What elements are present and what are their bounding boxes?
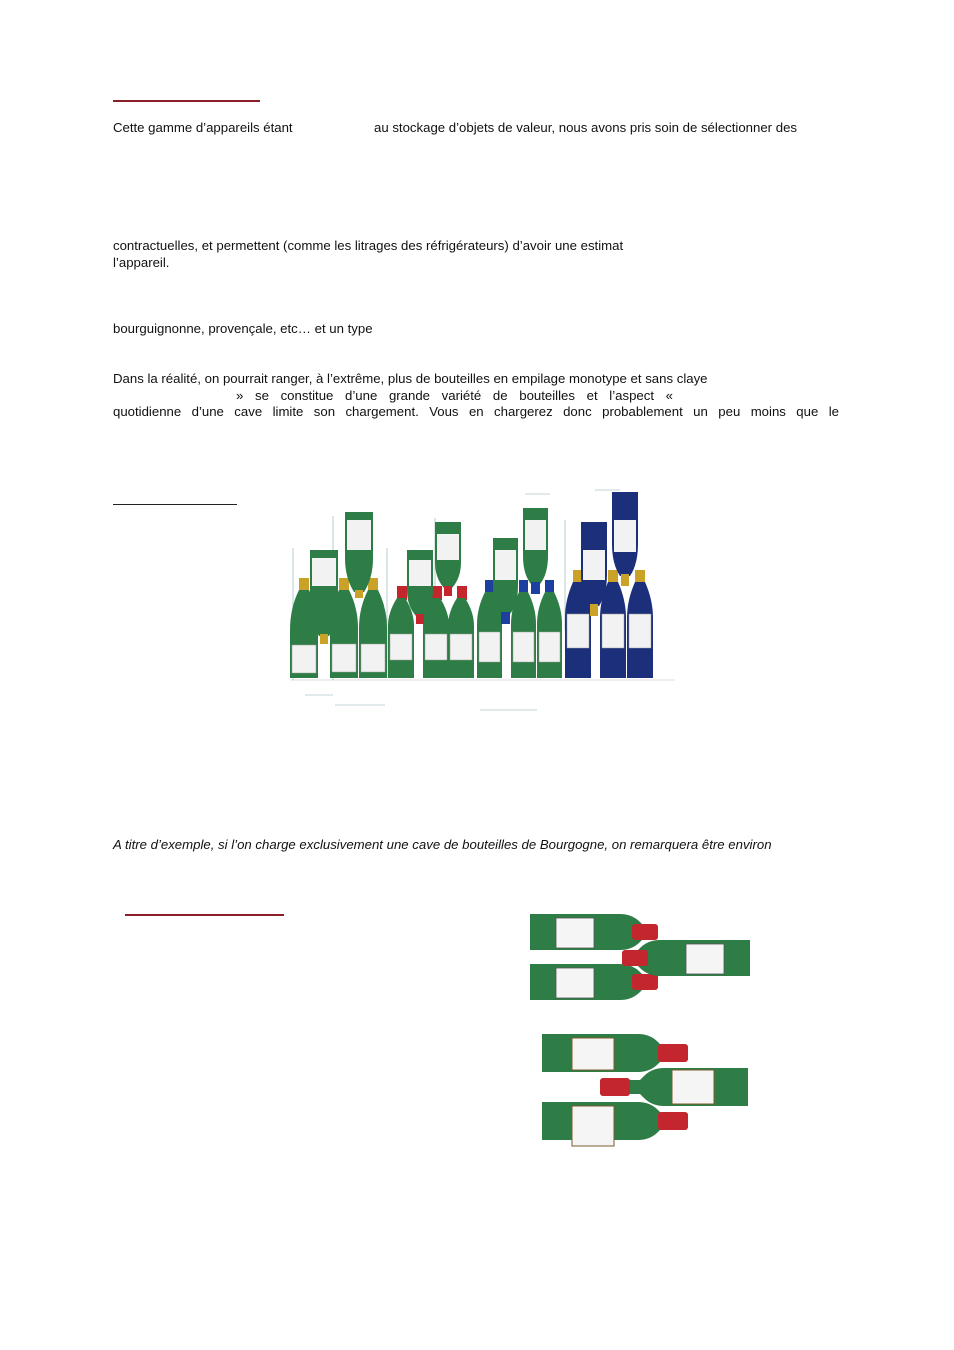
paragraph-reality-line2: » se constitue d’une grande variété de bouteilles et l’aspect «: [236, 388, 673, 403]
paragraph-contractual-line2: l’appareil.: [113, 255, 170, 270]
paragraph-contractual-line1: contractuelles, et permettent (comme les litrages des réfrigérateurs) d’avoir une estimat: [113, 238, 624, 253]
paragraph-intro-start: Cette gamme d’appareils étant: [113, 120, 293, 135]
section-heading-rule-3: [125, 914, 284, 916]
bottle-stack-illustration-3-rows: [538, 1030, 758, 1158]
section-heading-rule-1: [113, 100, 260, 102]
bottle-stack-illustration-2-rows: [528, 908, 758, 1012]
paragraph-reality-line3: quotidienne d’une cave limite son chargement. Vous en chargerez donc probablement un peu moins que le: [113, 404, 839, 419]
paragraph-intro-continued: au stockage d’objets de valeur, nous avons pris soin de sélectionner des: [374, 120, 797, 135]
paragraph-reality-line1: Dans la réalité, on pourrait ranger, à l’extrême, plus de bouteilles en empilage monotype et sans claye: [113, 371, 708, 386]
section-heading-rule-2: [113, 504, 237, 505]
bottle-lineup-illustration: [275, 470, 675, 730]
paragraph-bottle-types: bourguignonne, provençale, etc… et un type: [113, 321, 373, 336]
paragraph-bourgogne-example: A titre d’exemple, si l’on charge exclusivement une cave de bouteilles de Bourgogne, on remarquera être environ: [113, 837, 772, 852]
